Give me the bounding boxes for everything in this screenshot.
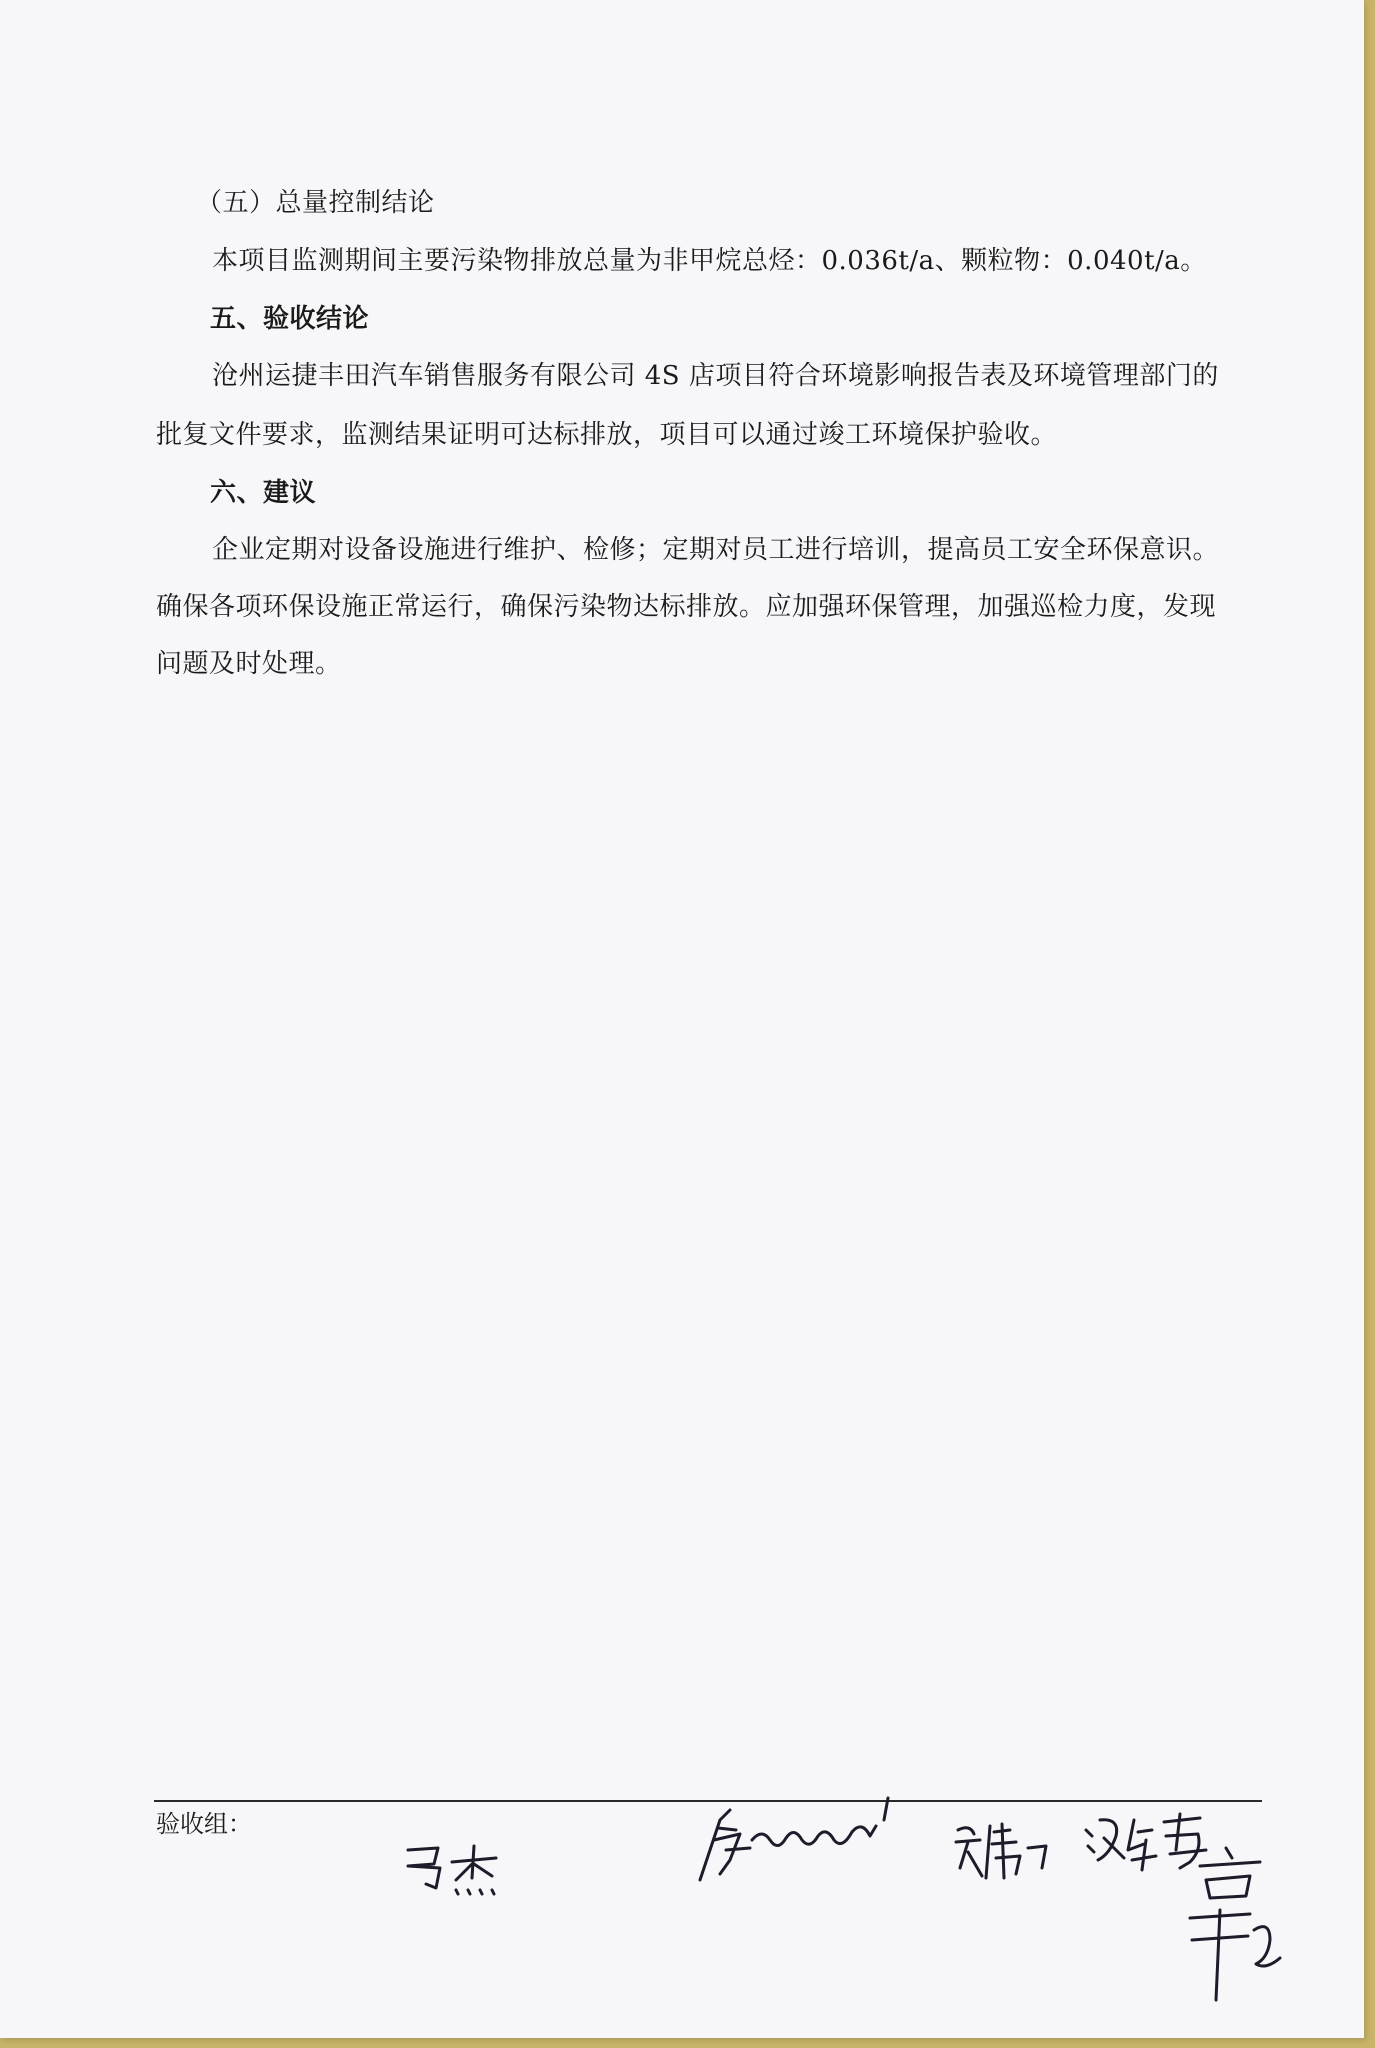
signature-ma-jie [400, 1840, 510, 1900]
acceptance-conclusion-heading: 五、验收结论 [210, 304, 370, 334]
signature-wu-wei [950, 1818, 1070, 1888]
suggestions-text-line-2: 确保各项环保设施正常运行，确保污染物达标排放。应加强环保管理，加强巡检力度，发现 [156, 592, 1217, 622]
signature-2 [690, 1790, 920, 1890]
suggestions-heading: 六、建议 [210, 478, 317, 508]
signature-guo-yufei [1170, 1840, 1290, 2010]
total-control-text: 本项目监测期间主要污染物排放总量为非甲烷总烃：0.036t/a、颗粒物：0.040t/a。 [212, 246, 1207, 276]
acceptance-group-label: 验收组： [156, 1810, 252, 1838]
section-5-sub-heading: （五）总量控制结论 [196, 188, 435, 218]
acceptance-text-line-1: 沧州运捷丰田汽车销售服务有限公司 4S 店项目符合环境影响报告表及环境管理部门的 [212, 361, 1219, 391]
suggestions-text-line-1: 企业定期对设备设施进行维护、检修；定期对员工进行培训，提高员工安全环保意识。 [212, 535, 1220, 565]
suggestions-text-line-3: 问题及时处理。 [156, 649, 342, 679]
acceptance-text-line-2: 批复文件要求，监测结果证明可达标排放，项目可以通过竣工环境保护验收。 [156, 420, 1058, 450]
